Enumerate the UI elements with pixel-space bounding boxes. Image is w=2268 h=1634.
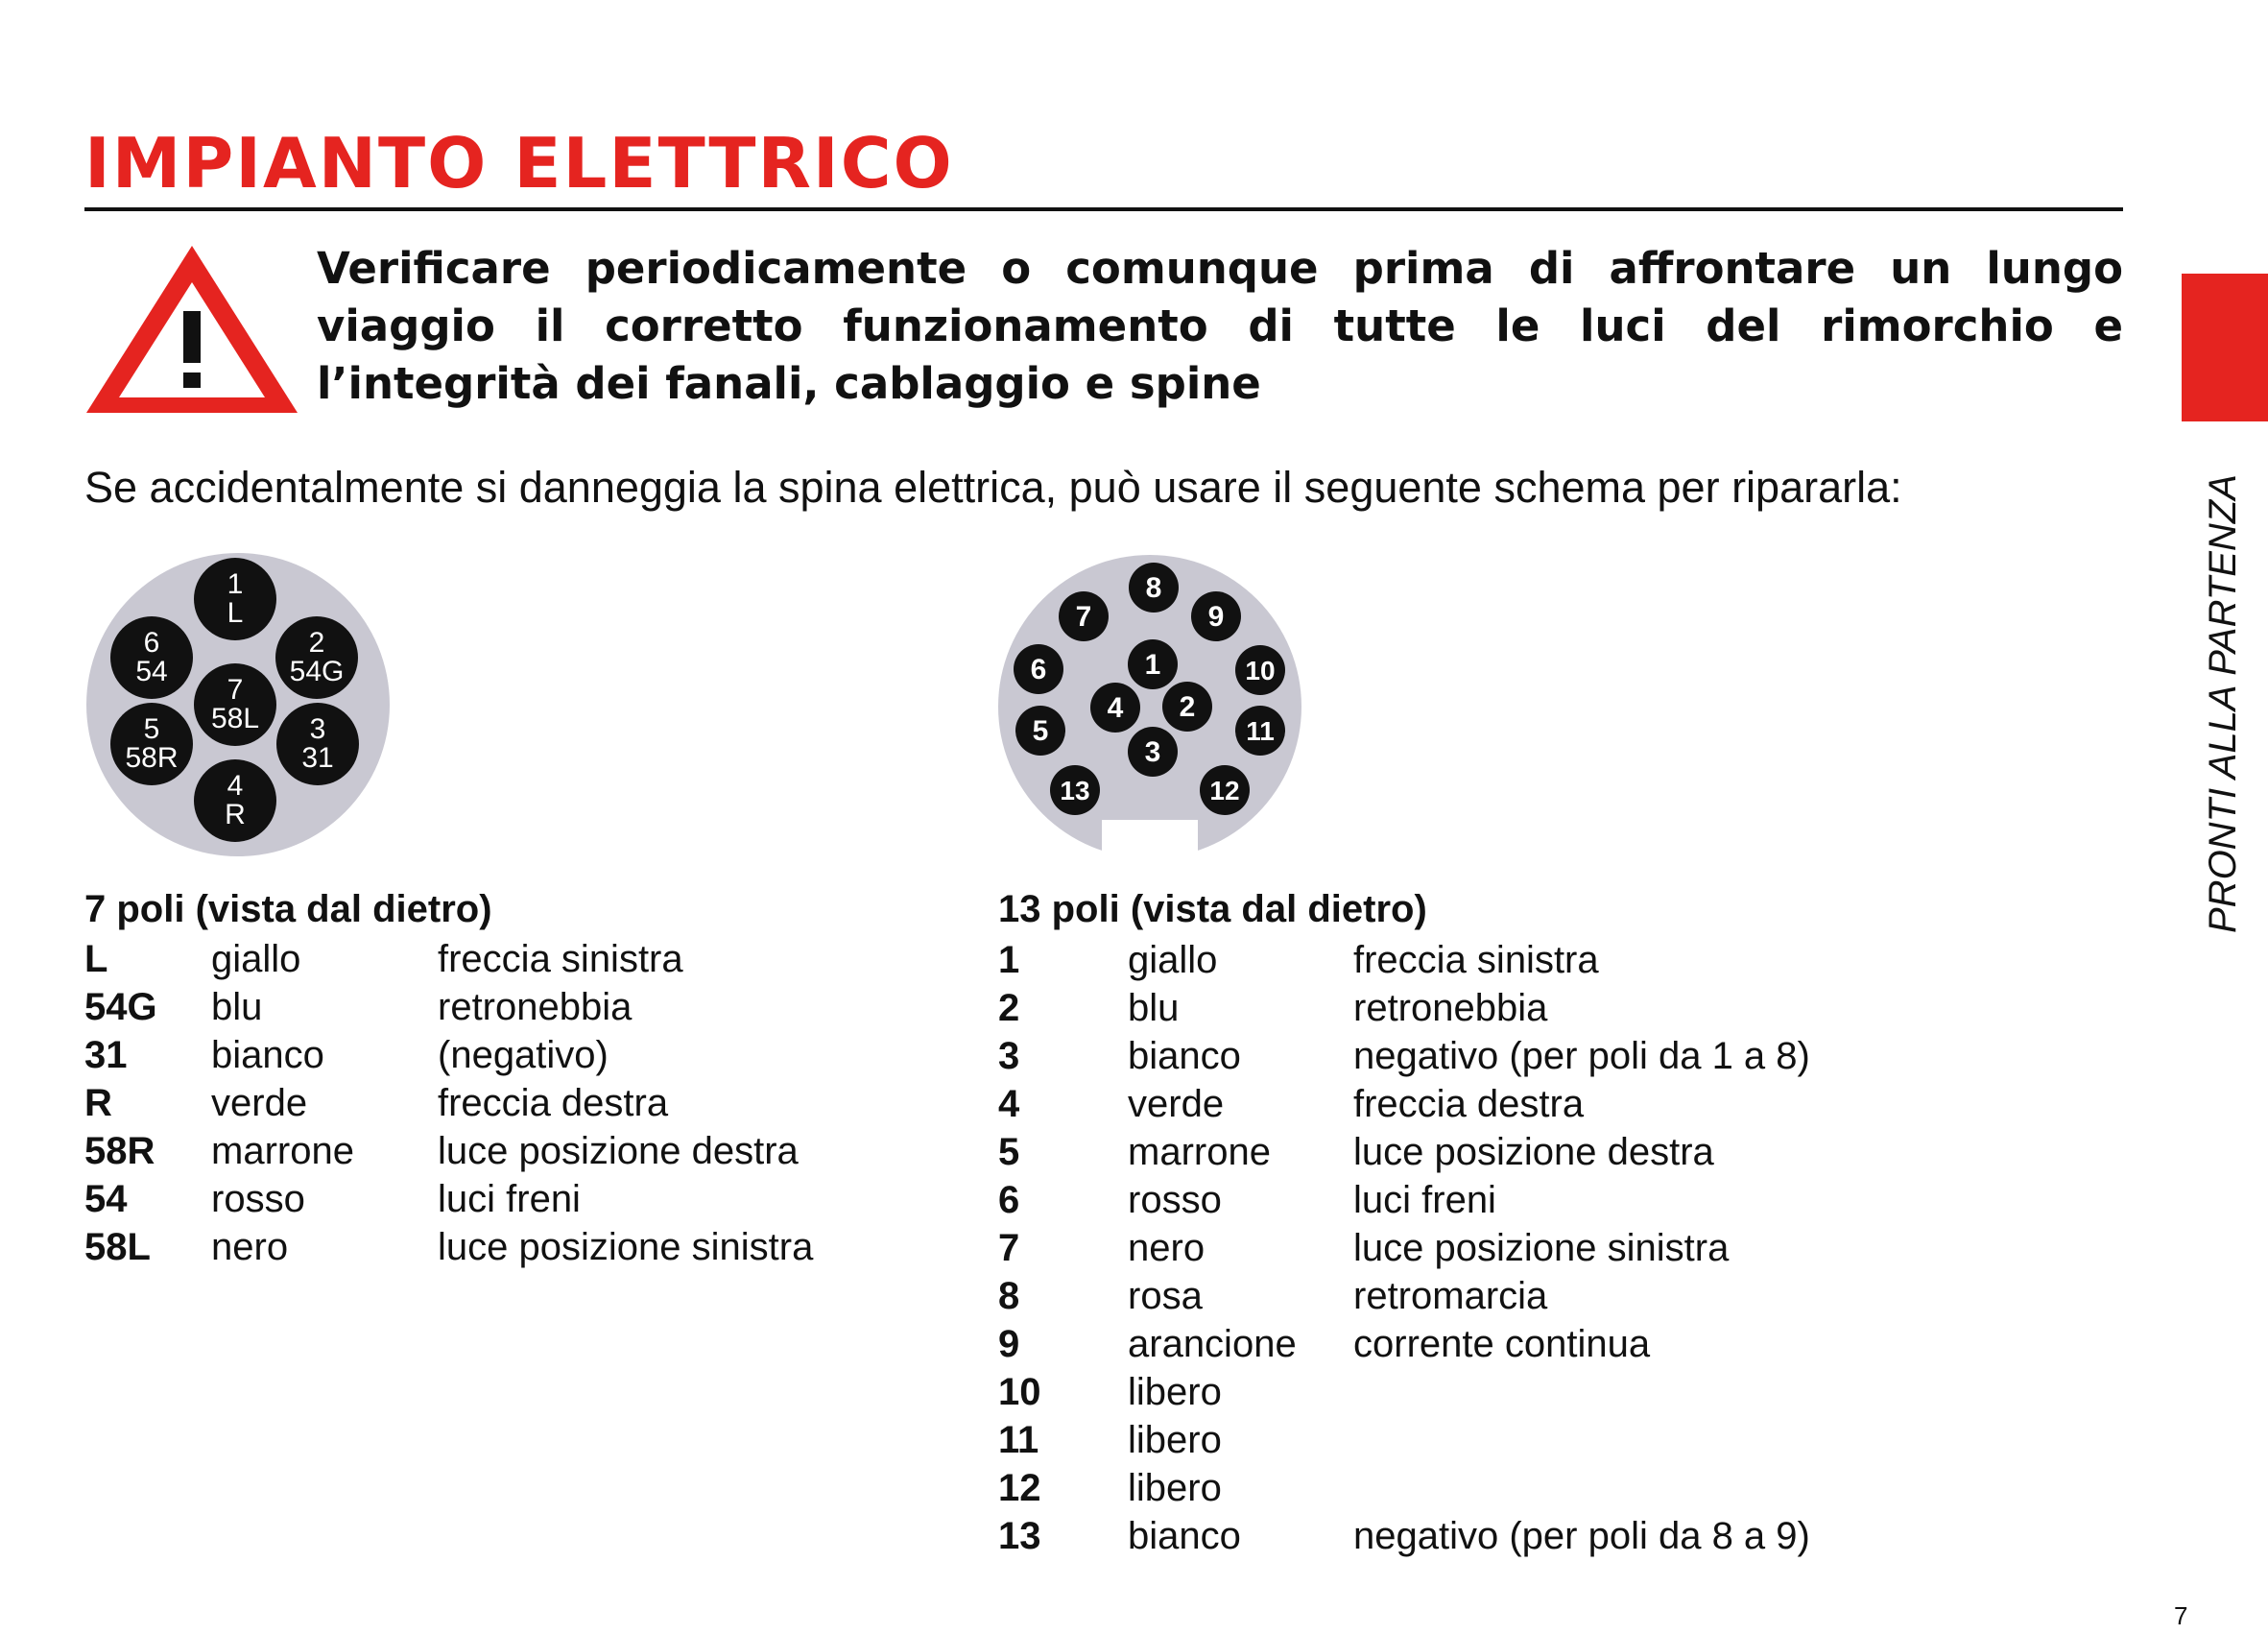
table-row: R verde freccia destra xyxy=(84,1082,669,1124)
pin-1 xyxy=(194,558,276,640)
svg-text:1: 1 xyxy=(227,568,244,600)
page-title: IMPIANTO ELETTRICO xyxy=(84,123,954,204)
svg-text:58R: 58R xyxy=(125,742,179,774)
page-number: 7 xyxy=(2174,1601,2188,1630)
table-row: 8 rosa retromarcia xyxy=(998,1275,1548,1317)
table-row: 31 bianco (negativo) xyxy=(84,1034,609,1076)
svg-text:7: 7 xyxy=(1075,601,1092,633)
svg-text:6: 6 xyxy=(143,627,160,659)
svg-text:L: L xyxy=(227,597,244,629)
table-row: 7 nero luce posizione sinistra xyxy=(998,1227,1730,1269)
pin-4 xyxy=(194,759,276,842)
svg-text:31: 31 xyxy=(301,742,334,774)
pin-11 xyxy=(1235,706,1285,756)
svg-text:13: 13 xyxy=(1060,776,1090,805)
svg-text:2: 2 xyxy=(308,627,325,659)
svg-text:9: 9 xyxy=(1207,601,1225,633)
pin-3 xyxy=(276,703,359,785)
pin-1 xyxy=(1128,639,1178,689)
pin-2 xyxy=(275,616,358,699)
pin-12 xyxy=(1200,765,1250,815)
svg-text:5: 5 xyxy=(1032,715,1049,747)
pin-7 xyxy=(1059,591,1109,641)
pin-10 xyxy=(1235,645,1285,695)
pin-3 xyxy=(1128,727,1178,777)
table-row: 58R marrone luce posizione destra xyxy=(84,1130,799,1172)
svg-text:58L: 58L xyxy=(210,703,260,734)
pin-9 xyxy=(1191,591,1241,641)
pin-5 xyxy=(110,703,193,785)
table-row: 5 marrone luce posizione destra xyxy=(998,1131,1714,1173)
section-tab-marker xyxy=(2182,274,2268,421)
svg-text:R: R xyxy=(225,799,246,830)
table-row: 12 libero xyxy=(998,1467,1222,1509)
svg-text:54: 54 xyxy=(135,656,168,687)
table-row: 10 libero xyxy=(998,1371,1222,1413)
table-13-pin xyxy=(998,936,1810,1560)
plug-13-pin-diagram xyxy=(998,555,1305,862)
pin-13 xyxy=(1050,765,1100,815)
title-divider xyxy=(84,207,2123,211)
table-row: 13 bianco negativo (per poli da 8 a 9) xyxy=(998,1515,1810,1557)
svg-text:2: 2 xyxy=(1179,691,1196,723)
svg-text:5: 5 xyxy=(143,713,160,745)
svg-text:10: 10 xyxy=(1245,656,1276,685)
plug-7-pin-diagram xyxy=(84,551,392,858)
pin-8 xyxy=(1129,563,1179,613)
table-13-title: 13 poli (vista dal dietro) xyxy=(998,888,1427,930)
pin-4 xyxy=(1090,683,1140,733)
table-row: 6 rosso luci freni xyxy=(998,1179,1496,1221)
svg-text:4: 4 xyxy=(227,770,244,802)
table-row: 2 blu retronebbia xyxy=(998,987,1548,1029)
svg-text:54G: 54G xyxy=(289,656,345,687)
pin-6 xyxy=(1014,644,1063,694)
table-row: 11 libero xyxy=(998,1419,1222,1461)
table-row: 54G blu retronebbia xyxy=(84,986,633,1028)
table-row: 3 bianco negativo (per poli da 1 a 8) xyxy=(998,1035,1810,1077)
svg-text:11: 11 xyxy=(1246,716,1275,746)
table-row: 9 arancione corrente continua xyxy=(998,1323,1651,1365)
pin-6 xyxy=(110,616,193,699)
svg-text:12: 12 xyxy=(1209,776,1240,805)
svg-text:3: 3 xyxy=(1144,736,1161,768)
table-row: 54 rosso luci freni xyxy=(84,1178,581,1220)
svg-text:3: 3 xyxy=(309,713,326,745)
warning-triangle-icon xyxy=(81,240,303,419)
pin-5 xyxy=(1015,706,1065,756)
table-row: 1 giallo freccia sinistra xyxy=(998,939,1599,981)
intro-text: Se accidentalmente si danneggia la spina elettrica, può usare il seguente schema per ripararla: xyxy=(84,463,1902,512)
table-row: L giallo freccia sinistra xyxy=(84,938,683,980)
svg-text:7: 7 xyxy=(227,674,244,706)
svg-text:8: 8 xyxy=(1145,572,1162,604)
table-row: 58L nero luce posizione sinistra xyxy=(84,1226,814,1268)
svg-text:6: 6 xyxy=(1030,654,1047,685)
table-row: 4 verde freccia destra xyxy=(998,1083,1585,1125)
table-7-title: 7 poli (vista dal dietro) xyxy=(84,888,492,930)
svg-text:4: 4 xyxy=(1107,692,1124,724)
warning-text: Verificare periodicamente o comunque prima di affrontare un lungo viaggio il corretto funzionamento di tutte le luci del rimorchio e l’integrità dei fanali, cablaggio e spine xyxy=(317,243,2123,409)
pin-7 xyxy=(194,663,276,746)
pin-2 xyxy=(1162,682,1212,732)
section-side-label: PRONTI ALLA PARTENZA xyxy=(2202,474,2244,933)
svg-text:1: 1 xyxy=(1144,649,1161,681)
table-7-pin xyxy=(84,935,813,1271)
